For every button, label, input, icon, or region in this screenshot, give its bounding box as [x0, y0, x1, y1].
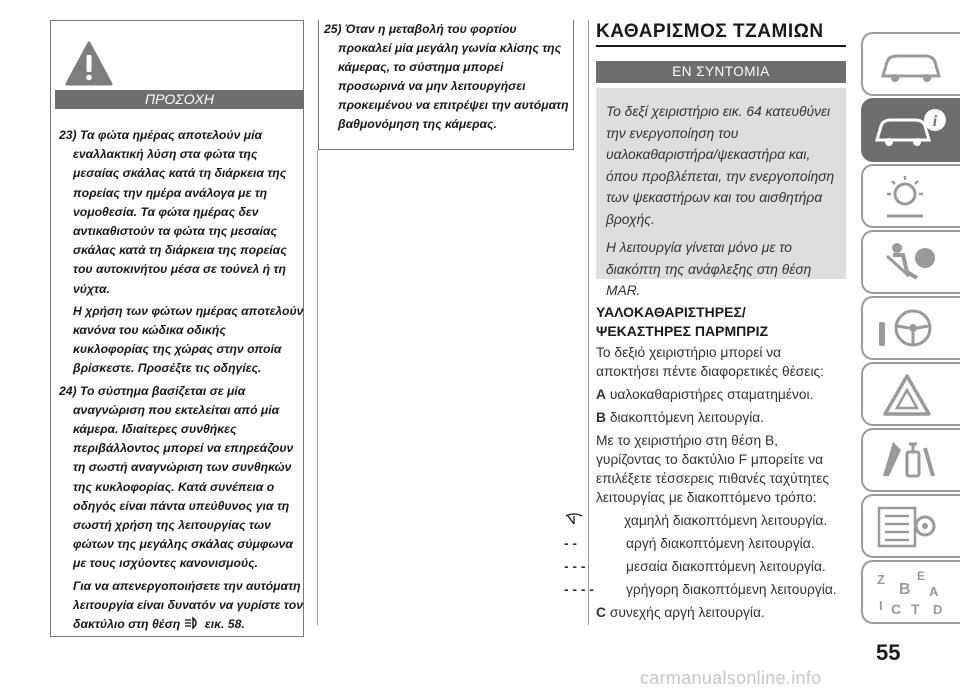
position-b [596, 408, 846, 427]
column-divider-right [588, 20, 589, 625]
index-letter: B [899, 581, 911, 598]
speed-1 [596, 511, 846, 530]
note-25-container [324, 20, 572, 134]
speed-2 [564, 534, 846, 553]
note-25: 25) Όταν η μεταβολή του φορτίου προκαλεί μία μεγάλη γωνία κλίσης της κάμερας, το σύστημα μπορεί προσωρινά να μην λειτουργήσει προκειμένου να επιτρέψει την αυτόματη βαθμονόμηση της κάμερας. [324, 22, 569, 131]
warning-text [59, 126, 305, 637]
column-divider-left [317, 150, 318, 625]
brief-paragraph-2: Η λειτουργία γίνεται μόνο με το διακόπτη της ανάφλεξης στη θέση MAR. [606, 240, 812, 298]
emergency-triangle-icon [873, 370, 949, 420]
subsection-title-line-1: ΥΑΛΟΚΑΘΑΡΙΣΤΗΡΕΣ/ [596, 304, 746, 320]
position-a [596, 385, 846, 404]
brief-paragraph-1: Το δεξί χειριστήριο εικ. 64 κατευθύνει την ενεργοποίηση του υαλοκαθαριστήρα/ψεκαστήρα και, όπου προβλέπεται, την ενεργοποίηση των ψεκαστήρων και του αισθητήρα βροχής. [606, 104, 835, 227]
index-letter: A [929, 584, 939, 599]
index-letter: E [917, 569, 926, 583]
intro-paragraph: Το δεξιό χειριστήριο μπορεί να αποκτήσει πέντε διαφορετικές θέσεις: [596, 345, 824, 379]
speed-2-label: - - [564, 536, 578, 551]
watermark: carmanualsonline.info [640, 668, 822, 688]
speed-3-label: - - - [564, 559, 586, 574]
alphabetical-index-icon [873, 568, 949, 618]
speed-4-label: - - - - [564, 582, 594, 597]
tab-emergency[interactable] [861, 362, 960, 426]
ring-f-paragraph: Με το χειριστήριο στη θέση B, γυρίζοντας το δακτύλιο F μπορείτε να επιλέξετε τέσσερεις πιθανές ταχύτητες λειτουργίας με διακοπτόμενο τρόπο: [596, 433, 830, 505]
auto-beam-symbol-icon [184, 616, 202, 630]
note-23-sub: Η χρήση των φώτων ημέρας αποτελούν κανόνα του κώδικα οδικής κυκλοφορίας της χώρας στην οποία βρίσκεστε. Προσέξτε τις οδηγίες. [73, 303, 304, 376]
tab-driving[interactable] [861, 296, 960, 360]
lights-icon [873, 172, 949, 222]
body-text [564, 343, 846, 626]
index-letter: I [879, 598, 883, 613]
subsection-title [596, 303, 846, 341]
note-23: 23) Τα φώτα ημέρας αποτελούν μία εναλλακτική λύση στα φώτα της μεσαίας σκάλας κατά τη διάρκεια της πορείας την ημέρα ανάλογα με τη νομοθεσία. Τα φώτα ημέρας δεν αντικαθιστούν τα φώτα της μεσαίας σκάλας κατά τη διάρκεια της πορείας του αυτοκινήτου μέσα σε τούνελ ή τη νύχτα. [59, 128, 287, 296]
figure-ref-58: εικ. 58. [204, 617, 245, 632]
tab-maintenance[interactable] [861, 428, 960, 492]
position-c-text: συνεχής αργή λειτουργία. [609, 605, 765, 620]
section-title-rule [596, 45, 846, 47]
car-info-icon [873, 106, 949, 156]
speed-4 [564, 580, 846, 599]
svg-text:i: i [932, 113, 938, 130]
tab-car-info[interactable] [861, 98, 960, 162]
steering-wheel-icon [873, 304, 949, 354]
note-24: 24) Το σύστημα βασίζεται σε μία αναγνώριση που εκτελείται από μία κάμερα. Ιδιαίτερες συνθήκες περιβάλλοντος μπορεί να επηρεάζουν τη σωστή αναγνώριση των συνθηκών της κυκλοφορίας. Κατά συνέπεια ο οδηγός είναι πάντα υπεύθυνος για τη σωστή χρήση της λειτουργίας των φώτων της μεγάλης σκάλας σύμφωνα με τους ισχύοντες κανονισμούς. [59, 383, 294, 571]
tab-index[interactable] [861, 560, 960, 624]
index-letter: D [933, 602, 943, 617]
tab-safety[interactable] [861, 230, 960, 294]
note-24-sub-text: Για να απενεργοποιήσετε την αυτόματη λειτουργία είναι δυνατόν να γυρίστε τον δακτύλιο στη θέση [73, 578, 303, 632]
index-letter: Z [877, 572, 885, 587]
speed-2-text: αργή διακοπτόμενη λειτουργία. [626, 536, 815, 551]
speed-4-text: γρήγορη διακοπτόμενη λειτουργία. [626, 582, 837, 597]
note-24-sub [59, 577, 305, 635]
position-a-label: A [596, 387, 606, 402]
warning-triangle-icon [64, 40, 114, 88]
position-a-text: υαλοκαθαριστήρες σταματημένοι. [609, 387, 814, 402]
index-letter: T [911, 601, 920, 617]
brief-text [606, 101, 842, 309]
section-title: ΚΑΘΑΡΙΣΜΟΣ ΤΖΑΜΙΩΝ [596, 21, 824, 42]
maintenance-tools-icon [873, 436, 949, 486]
position-b-text: διακοπτόμενη λειτουργία. [609, 410, 765, 425]
speed-1-text: χαμηλή διακοπτόμενη λειτουργία. [624, 513, 828, 528]
subsection-title-line-2: ΨΕΚΑΣΤΗΡΕΣ ΠΑΡΜΠΡΙΖ [596, 323, 769, 339]
tab-specifications[interactable] [861, 494, 960, 558]
car-dashboard-icon [873, 40, 949, 90]
page-number: 55 [876, 640, 901, 665]
brief-heading: ΕΝ ΣΥΝΤΟΜΙΑ [596, 61, 846, 83]
position-c-label: C [596, 605, 606, 620]
warning-heading: ΠΡΟΣΟΧΗ [55, 90, 304, 109]
index-letter: C [891, 601, 902, 617]
speed-3-text: μεσαία διακοπτόμενη λειτουργία. [626, 559, 826, 574]
specifications-list-icon [873, 502, 949, 552]
position-b-label: B [596, 410, 606, 425]
tab-lights[interactable] [861, 164, 960, 228]
speed-3 [564, 557, 846, 576]
wiper-intermittent-icon [596, 511, 624, 530]
safety-airbag-icon [873, 238, 949, 288]
tab-dashboard[interactable] [861, 32, 960, 96]
position-c [596, 603, 846, 622]
